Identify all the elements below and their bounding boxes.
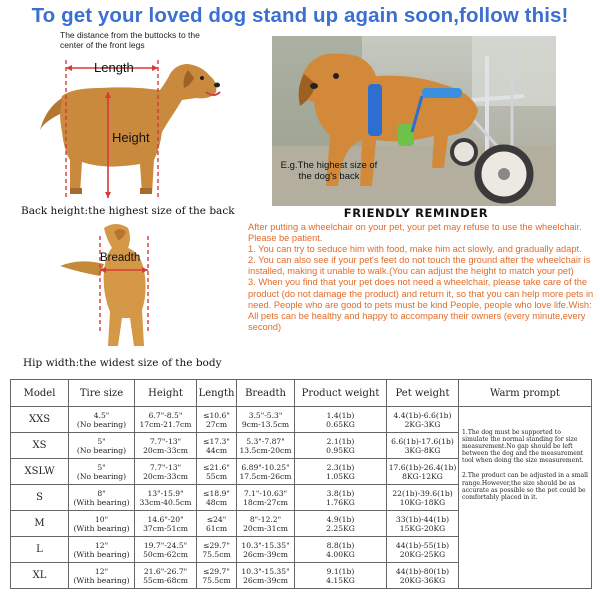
breadth-cell: 6.89"-10.25" 17.5cm-26cm (237, 459, 295, 485)
model-cell: XXS (11, 407, 69, 433)
reminder-paragraph: 1. You can try to seduce him with food, make him act slowly, and gradually adapt. (248, 244, 582, 255)
product-weight-cell: 8.8(1b) 4.00KG (295, 537, 387, 563)
table-header-row (11, 380, 592, 407)
model-cell: M (11, 511, 69, 537)
length-cell: ≤10.6" 27cm (197, 407, 237, 433)
warm-prompt-2: 2.The product can be adjusted in a small range.However,the size should be as accurate as possible so the pet could be comfortably placed in it. (462, 472, 588, 501)
tire-cell: 5" (No bearing) (69, 459, 135, 485)
height-cell: 19.7"-24.5" 50cm-62cm (135, 537, 197, 563)
breadth-cell: 7.1"-10.63" 18cm-27cm (237, 485, 295, 511)
table-row (11, 407, 592, 433)
model-cell: XS (11, 433, 69, 459)
reminder-paragraph: After putting a wheelchair on your pet, your pet may refuse to use the wheelchair. Please be patient. (248, 222, 582, 244)
height-cell: 14.6"-20" 37cm-51cm (135, 511, 197, 537)
length-cell: ≤29.7" 75.5cm (197, 537, 237, 563)
tire-cell: 4.5" (No bearing) (69, 407, 135, 433)
reminder-title: FRIENDLY REMINDER (343, 206, 489, 220)
length-label: Length (94, 60, 134, 75)
header-height: Height (135, 380, 197, 407)
product-weight-cell: 9.1(1b) 4.15KG (295, 563, 387, 589)
breadth-cell: 10.3"-15.35" 26cm-39cm (237, 563, 295, 589)
model-cell: S (11, 485, 69, 511)
reminder-paragraph: 2. You can also see if your pet's feet do not touch the ground after the wheelchair is installed, making it unable to walk.(You can adjust the height to match your pet) (248, 255, 591, 277)
header-length: Length (197, 380, 237, 407)
pet-weight-cell: 33(1b)-44(1b) 15KG-20KG (387, 511, 459, 537)
height-cell: 7.7"-13" 20cm-33cm (135, 433, 197, 459)
warm-prompt-1: 1.The dog must be supported to simulate the normal standing for size measurement.No gap should be left between the dog and the measurement tool when doing the size measurement. (462, 429, 584, 465)
header-tire-size: Tire size (69, 380, 135, 407)
example-note: E.g.The highest size of the dog's back (280, 160, 378, 182)
length-cell: ≤24" 61cm (197, 511, 237, 537)
model-cell: XL (11, 563, 69, 589)
back-height-caption: Back height:the highest size of the back (21, 205, 235, 217)
size-table (10, 379, 592, 589)
length-cell: ≤29.7" 75.5cm (197, 563, 237, 589)
breadth-cell: 8"-12.2" 20cm-31cm (237, 511, 295, 537)
header-model: Model (11, 380, 69, 407)
golden-retriever-side-illustration (40, 64, 220, 194)
height-cell: 21.6"-26.7" 55cm-68cm (135, 563, 197, 589)
model-cell: XSLW (11, 459, 69, 485)
breadth-cell: 3.5"-5.3" 9cm-13.5cm (237, 407, 295, 433)
hip-width-caption: Hip width:the widest size of the body (23, 357, 222, 369)
golden-retriever-rear-illustration (60, 224, 146, 346)
tire-cell: 8" (With bearing) (69, 485, 135, 511)
reminder-paragraph: 3. When you find that your pet does not need a wheelchair, please take care of the product (do not damage the product) and return it, so that you can help more pets in need. People who are good to pets must be kind People, people who love life.Wish: All pets can be healthy and happy to accompany their owners (every minute,every second) (248, 277, 594, 332)
pet-weight-cell: 44(1b)-55(1b) 20KG-25KG (387, 537, 459, 563)
tire-cell: 12" (With bearing) (69, 563, 135, 589)
pet-weight-cell: 4.4(1b)-6.6(1b) 2KG-3KG (387, 407, 459, 433)
page-headline: To get your loved dog stand up again soon,follow this! (31, 4, 569, 27)
length-cell: ≤21.6" 55cm (197, 459, 237, 485)
tire-cell: 12" (With bearing) (69, 537, 135, 563)
length-cell: ≤17.3" 44cm (197, 433, 237, 459)
height-cell: 6.7"-8.5" 17cm-21.7cm (135, 407, 197, 433)
product-weight-cell: 1.4(1b) 0.65KG (295, 407, 387, 433)
breadth-label: Breadth (100, 252, 141, 264)
pet-weight-cell: 22(1b)-39.6(1b) 10KG-18KG (387, 485, 459, 511)
pet-weight-cell: 17.6(1b)-26.4(1b) 8KG-12KG (387, 459, 459, 485)
warm-prompt-cell (459, 407, 592, 589)
pet-weight-cell: 6.6(1b)-17.6(1b) 3KG-8KG (387, 433, 459, 459)
header-breadth: Breadth (237, 380, 295, 407)
product-weight-cell: 4.9(1b) 2.25KG (295, 511, 387, 537)
model-cell: L (11, 537, 69, 563)
breadth-cell: 10.3"-15.35" 26cm-39cm (237, 537, 295, 563)
length-cell: ≤18.9" 48cm (197, 485, 237, 511)
height-label: Height (112, 130, 150, 145)
tire-cell: 10" (With bearing) (69, 511, 135, 537)
product-weight-cell: 2.1(1b) 0.95KG (295, 433, 387, 459)
header-pet-weight: Pet weight (387, 380, 459, 407)
pet-weight-cell: 44(1b)-80(1b) 20KG-36KG (387, 563, 459, 589)
product-weight-cell: 2.3(1b) 1.05KG (295, 459, 387, 485)
distance-note: The distance from the buttocks to the center of the front legs (60, 30, 200, 50)
height-cell: 13"-15.9" 33cm-40.5cm (135, 485, 197, 511)
breadth-cell: 5.3"-7.87" 13.5cm-20cm (237, 433, 295, 459)
product-weight-cell: 3.8(1b) 1.76KG (295, 485, 387, 511)
reminder-text (248, 222, 600, 333)
header-product-weight: Product weight (295, 380, 387, 407)
tire-cell: 5" (No bearing) (69, 433, 135, 459)
height-cell: 7.7"-13" 20cm-33cm (135, 459, 197, 485)
header-warm-prompt: Warm prompt (459, 380, 592, 407)
rear-dog-diagram (56, 222, 196, 352)
